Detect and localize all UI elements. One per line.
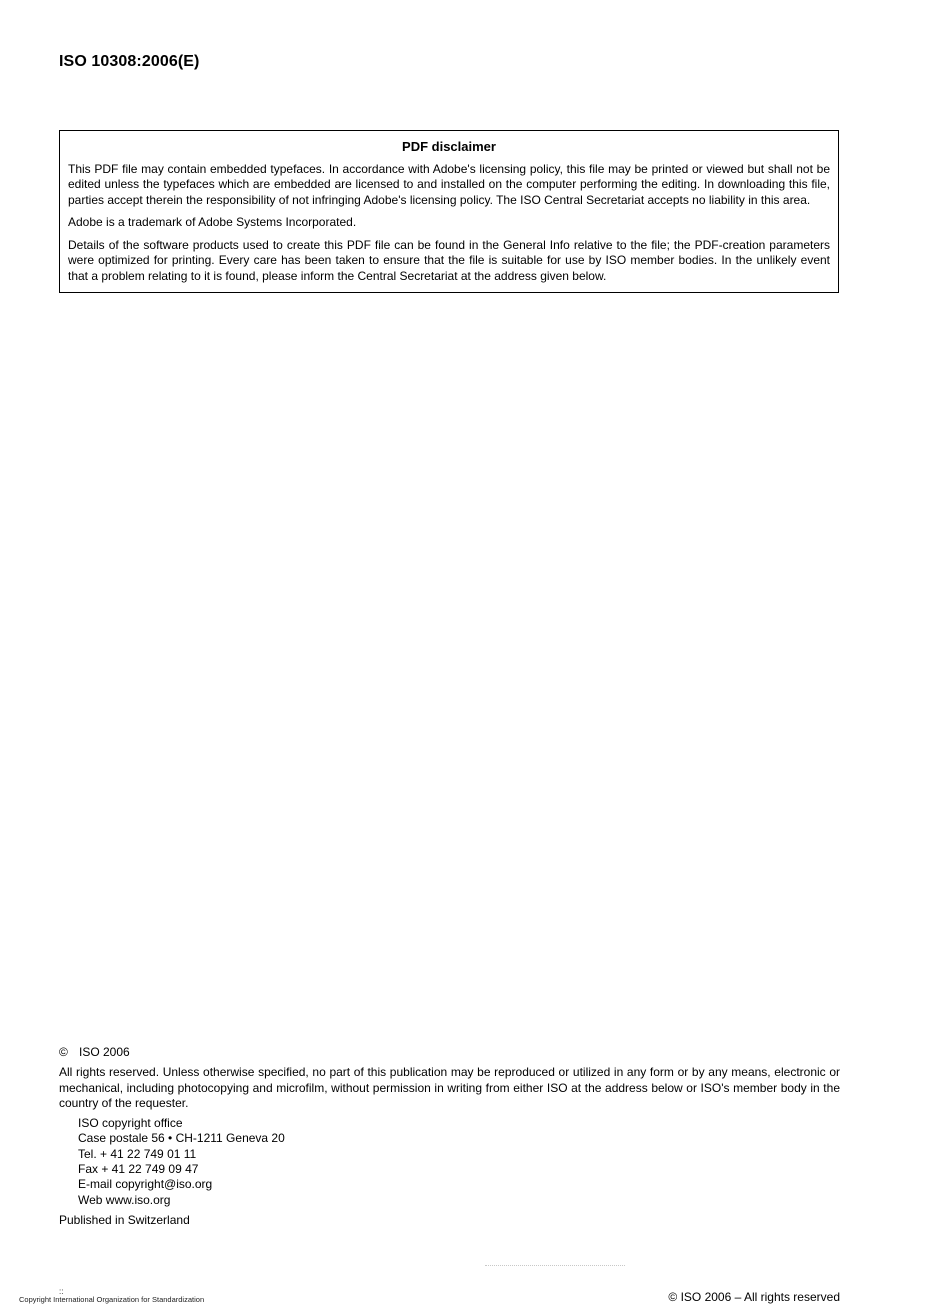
iso-address	[78, 1116, 840, 1208]
footer-left-notice	[19, 1288, 204, 1304]
address-email[interactable]: E-mail copyright@iso.org	[78, 1177, 213, 1192]
rights-reserved-paragraph: All rights reserved. Unless otherwise specified, no part of this publication may be reproduced or utilized in any form or by any means, electronic or mechanical, including photocopying and microfilm, without permission in writing from either ISO at the address below or ISO's member body in the country of the requester.	[59, 1065, 840, 1110]
disclaimer-paragraph-trademark: Adobe is a trademark of Adobe Systems Incorporated.	[68, 215, 357, 229]
pdf-disclaimer-box	[59, 130, 839, 293]
faint-scan-artifact	[485, 1265, 625, 1270]
address-tel: Tel. + 41 22 749 01 11	[78, 1146, 197, 1161]
copyright-year: ISO 2006	[79, 1045, 130, 1059]
footer-dots: ::	[59, 1287, 64, 1296]
footer-copyright: © ISO 2006 – All rights reserved	[668, 1290, 840, 1304]
address-office: ISO copyright office	[78, 1116, 183, 1131]
disclaimer-paragraph-details: Details of the software products used to create this PDF file can be found in the General Info relative to the file; the PDF-creation parameters were optimized for printing. Every care has been taken to ensure that the file is suitable for use by ISO member bodies. In the unlikely event that a problem relating to it is found, please inform the Central Secretariat at the address given below.	[68, 237, 830, 283]
disclaimer-title: PDF disclaimer	[402, 139, 496, 154]
copyright-symbol: ©	[59, 1045, 68, 1059]
copyright-year-line	[59, 1045, 840, 1060]
address-postal: Case postale 56 • CH-1211 Geneva 20	[78, 1131, 285, 1146]
copyright-block	[59, 1045, 840, 1228]
published-location: Published in Switzerland	[59, 1212, 190, 1227]
address-fax: Fax + 41 22 749 09 47	[78, 1162, 199, 1177]
disclaimer-paragraph-typefaces: This PDF file may contain embedded typefaces. In accordance with Adobe's licensing policy, this file may be printed or viewed but shall not be edited unless the typefaces which are embedded are licensed to and installed on the computer performing the editing. In downloading this file, parties accept therein the responsibility of not infringing Adobe's licensing policy. The ISO Central Secretariat accepts no liability in this area.	[68, 161, 830, 207]
footer-left-text: Copyright International Organization for Standardization	[19, 1295, 205, 1304]
document-header-title: ISO 10308:2006(E)	[59, 53, 200, 70]
address-web[interactable]: Web www.iso.org	[78, 1192, 171, 1207]
